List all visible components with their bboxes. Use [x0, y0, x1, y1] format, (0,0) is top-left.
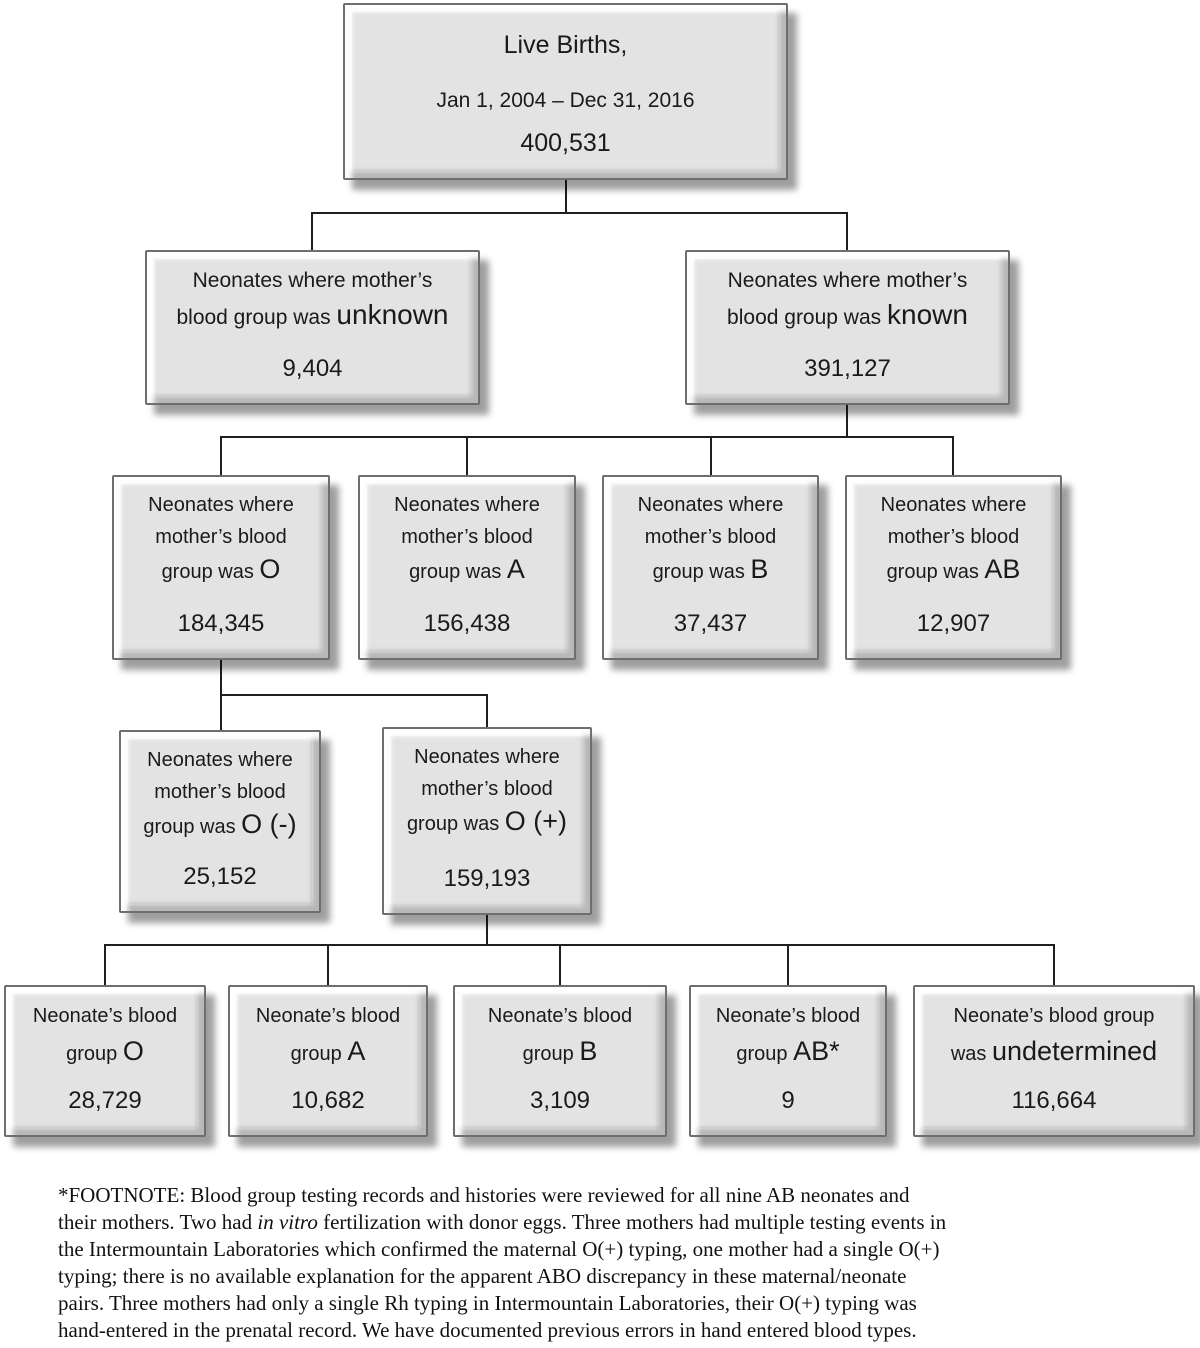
node-value: 156,438: [423, 610, 511, 637]
node-label-line: Neonates where mother’s: [727, 269, 968, 292]
node-label-line: group A: [290, 1036, 366, 1066]
node-label-line: Neonate’s blood group: [953, 1005, 1155, 1027]
node-value: 28,729: [68, 1087, 142, 1114]
node-label-line: mother’s blood: [401, 526, 533, 548]
node-value: 184,345: [177, 610, 265, 637]
node-value: 9,404: [282, 355, 343, 382]
node-value: 10,682: [291, 1087, 365, 1114]
node-label-line: Neonate’s blood: [715, 1005, 861, 1027]
node-mother-group-o: [112, 475, 330, 660]
node-label-line: Neonate’s blood: [487, 1005, 633, 1027]
node-neonate-group-b: [453, 985, 667, 1137]
node-mother-known: [685, 250, 1010, 405]
connector-line: [952, 436, 954, 475]
node-label-line: group was A: [409, 554, 525, 584]
node-label-line: group was AB: [886, 554, 1021, 584]
node-label-line: group was O (-): [143, 809, 297, 839]
node-label-line: Neonate’s blood: [255, 1005, 401, 1027]
node-label: [881, 489, 1027, 588]
footnote-line: hand-entered in the prenatal record. We have documented previous errors in hand entered blood types.: [58, 1318, 917, 1342]
node-label-line: Neonates where: [148, 494, 294, 516]
footnote-line: the Intermountain Laboratories which confirmed the maternal O(+) typing, one mother had a single O(+): [58, 1237, 940, 1261]
node-mother-group-o-pos: [382, 727, 592, 915]
footnote-line: their mothers. Two had in vitro fertilization with donor eggs. Three mothers had multiple testing events in: [58, 1210, 947, 1234]
node-label-line: group B: [522, 1036, 598, 1066]
node-label: [33, 999, 177, 1072]
node-label-line: Neonates where: [414, 746, 560, 768]
connector-line: [486, 913, 488, 945]
node-label-line: Neonates where: [147, 749, 293, 771]
node-label-line: group O: [66, 1036, 144, 1066]
node-label-line: mother’s blood: [887, 526, 1020, 548]
node-label: [148, 489, 294, 588]
footnote: [58, 1182, 1168, 1344]
node-value: 159,193: [443, 865, 531, 892]
connector-line: [846, 403, 848, 437]
connector-line: [104, 944, 106, 985]
connector-line: [220, 694, 488, 696]
connector-line: [327, 944, 329, 985]
node-label-line: mother’s blood: [421, 778, 553, 800]
connector-line: [466, 436, 468, 475]
connector-line: [220, 436, 222, 475]
node-mother-group-b: [602, 475, 819, 660]
node-label: [394, 489, 540, 588]
connector-line: [559, 944, 561, 985]
node-value: 37,437: [673, 610, 748, 637]
node-value: 3,109: [529, 1087, 591, 1114]
node-label-line: mother’s blood: [154, 781, 286, 803]
node-label-line: Neonate’s blood: [32, 1005, 178, 1027]
node-label: [176, 264, 448, 335]
node-mother-unknown: [145, 250, 480, 405]
connector-line: [1053, 944, 1055, 985]
node-label-line: was undetermined: [950, 1036, 1158, 1066]
node-label: [256, 999, 400, 1072]
node-mother-group-a: [358, 475, 576, 660]
node-value: 116,664: [1011, 1087, 1097, 1114]
node-label-line: group AB*: [736, 1036, 840, 1066]
node-label-line: group was O: [161, 554, 281, 584]
node-label: [951, 999, 1157, 1072]
connector-line: [104, 944, 1055, 946]
node-value: 12,907: [916, 610, 991, 637]
node-label-line: Jan 1, 2004 – Dec 31, 2016: [436, 89, 695, 112]
node-label: [638, 489, 784, 588]
node-mother-group-ab: [845, 475, 1062, 660]
node-label-line: Neonates where: [637, 494, 784, 516]
node-neonate-undetermined: [913, 985, 1195, 1137]
node-label: [436, 17, 694, 129]
node-label-line: blood group was known: [727, 299, 968, 330]
footnote-line: typing; there is no available explanation for the apparent ABO discrepancy in these maternal/neonate: [58, 1264, 907, 1288]
node-label: [407, 741, 567, 840]
node-label-line: mother’s blood: [644, 526, 777, 548]
node-label-line: group was B: [652, 554, 769, 584]
node-live-births: [343, 3, 788, 180]
connector-line: [486, 694, 488, 727]
node-label-line: mother’s blood: [155, 526, 287, 548]
node-neonate-group-ab: [689, 985, 887, 1137]
connector-line: [846, 212, 848, 250]
node-label: [488, 999, 632, 1072]
connector-line: [220, 436, 954, 438]
connector-line: [565, 176, 567, 213]
node-label: [727, 264, 968, 335]
node-mother-group-o-neg: [119, 730, 321, 913]
connector-line: [710, 436, 712, 475]
node-value: 391,127: [804, 355, 891, 382]
node-label-line: Neonates where: [394, 494, 540, 516]
node-label-line: blood group was unknown: [176, 299, 449, 330]
node-value: 9: [781, 1087, 795, 1114]
footnote-line: pairs. Three mothers had only a single Rh typing in Intermountain Laboratories, their O(+) typing was: [58, 1291, 917, 1315]
node-label: [143, 744, 296, 843]
node-label-line: Neonates where: [880, 494, 1027, 516]
node-label-line: Live Births,: [503, 31, 628, 59]
node-neonate-group-a: [228, 985, 428, 1137]
node-label: [716, 999, 860, 1072]
node-value: 25,152: [183, 863, 257, 890]
node-label-line: Neonates where mother’s: [192, 269, 433, 292]
node-label-line: group was O (+): [406, 806, 568, 836]
connector-line: [311, 212, 848, 214]
node-value: 400,531: [520, 129, 611, 157]
footnote-line: *FOOTNOTE: Blood group testing records and histories were reviewed for all nine AB neonates and: [58, 1183, 910, 1207]
node-neonate-group-o: [4, 985, 206, 1137]
connector-line: [311, 212, 313, 250]
connector-line: [787, 944, 789, 985]
